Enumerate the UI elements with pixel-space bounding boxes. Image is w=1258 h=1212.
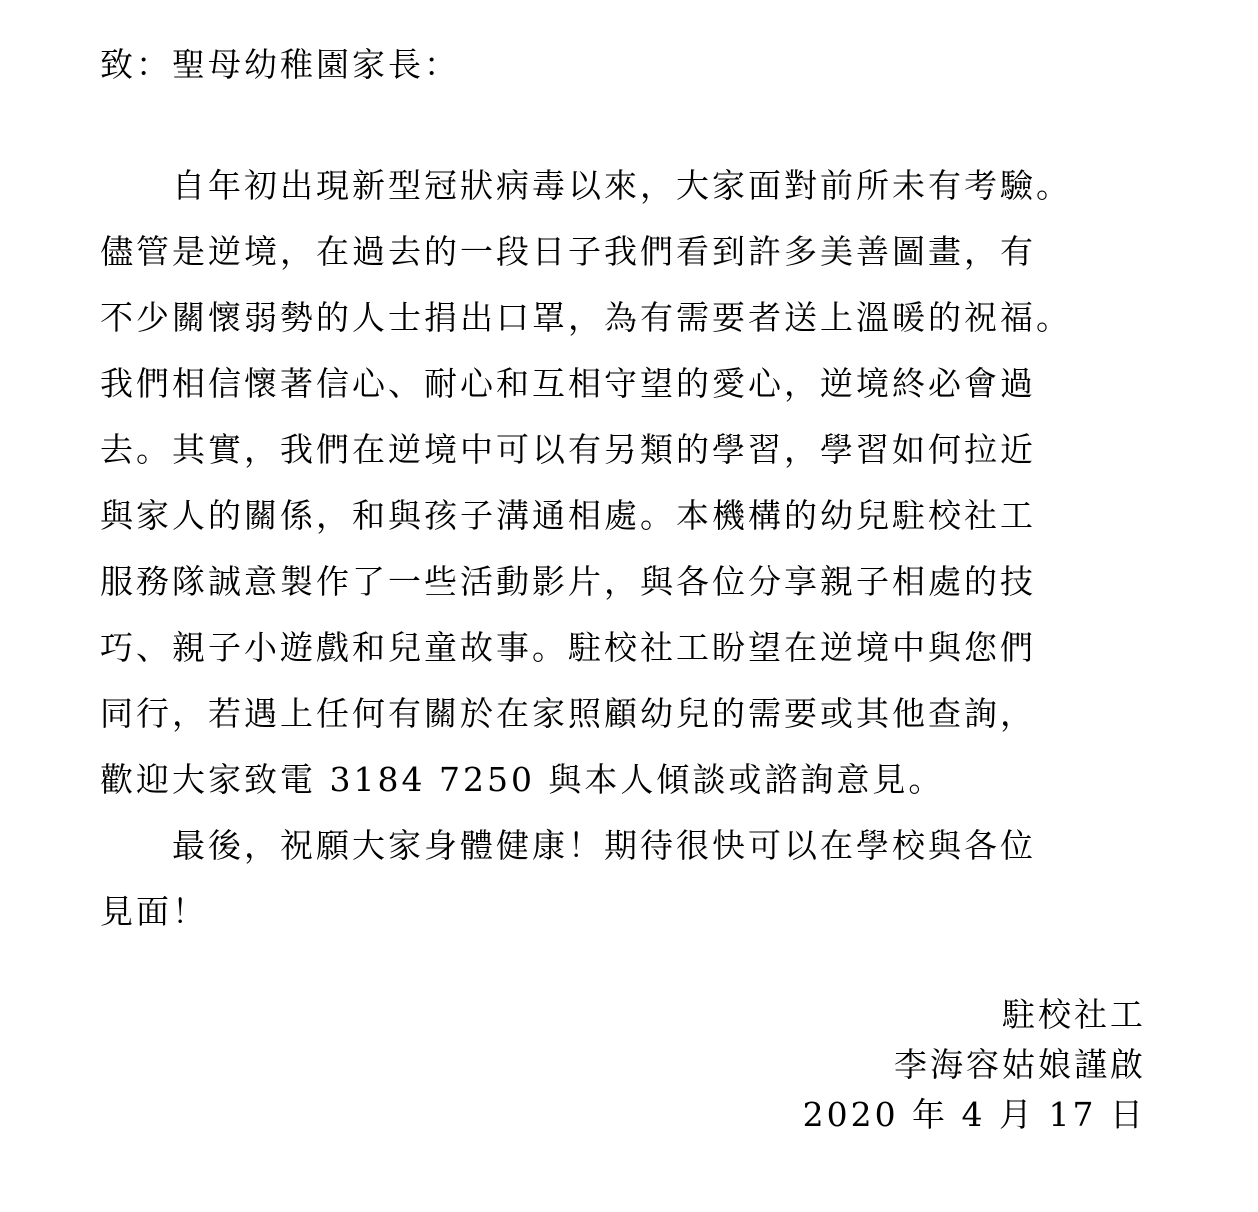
body-line: 去。其實，我們在逆境中可以有另類的學習，學習如何拉近: [100, 430, 1036, 469]
body-line: 巧、親子小遊戲和兒童故事。駐校社工盼望在逆境中與您們: [100, 628, 1036, 667]
signature-block: [803, 990, 1146, 1140]
body-line: 自年初出現新型冠狀病毒以來，大家面對前所未有考驗。: [100, 166, 1072, 205]
letter-body: [100, 153, 1180, 945]
body-line: 最後，祝願大家身體健康！期待很快可以在學校與各位: [100, 826, 1036, 865]
signature-role: 駐校社工: [1002, 995, 1146, 1034]
body-line: 不少關懷弱勢的人士捐出口罩，為有需要者送上溫暖的祝福。: [100, 298, 1072, 337]
body-line: 見面！: [100, 892, 208, 931]
body-line: 服務隊誠意製作了一些活動影片，與各位分享親子相處的技: [100, 562, 1036, 601]
body-line: 與家人的關係，和與孩子溝通相處。本機構的幼兒駐校社工: [100, 496, 1036, 535]
body-line: 儘管是逆境，在過去的一段日子我們看到許多美善圖畫，有: [100, 232, 1036, 271]
body-line: 歡迎大家致電 3184 7250 與本人傾談或諮詢意見。: [100, 760, 945, 799]
body-line: 同行，若遇上任何有關於在家照顧幼兒的需要或其他查詢，: [100, 694, 1036, 733]
body-line: 我們相信懷著信心、耐心和互相守望的愛心，逆境終必會過: [100, 364, 1036, 403]
signature-date: 2020 年 4 月 17 日: [802, 1095, 1146, 1134]
signature-name: 李海容姑娘謹啟: [894, 1045, 1146, 1084]
salutation: 致：聖母幼稚園家長：: [100, 45, 460, 84]
